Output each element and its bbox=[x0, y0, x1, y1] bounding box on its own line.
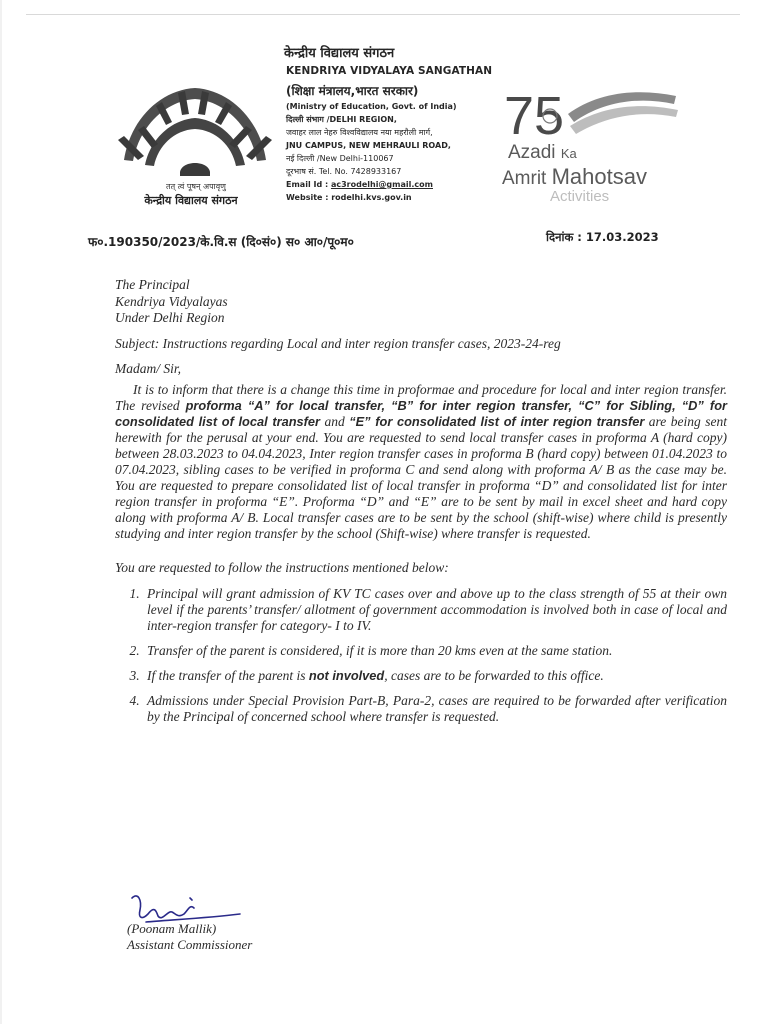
instructions-list bbox=[115, 586, 727, 725]
email-label: Email Id : bbox=[286, 180, 329, 189]
instruction-item: 1. Principal will grant admission of KV TC cases over and above up to the class strength of 55 at their own level if the parents’ transfer/ allotment of government accommodation is involved both in case of local and inter-region transfer for category- I to IV. bbox=[143, 586, 727, 634]
ministry-english: (Ministry of Education, Govt. of India) bbox=[286, 102, 457, 111]
campus-english: JNU CAMPUS, NEW MEHRAULI ROAD, bbox=[286, 141, 451, 150]
scan-edge-line bbox=[26, 14, 740, 15]
signer-block bbox=[127, 921, 252, 953]
letter-date: दिनांक : 17.03.2023 bbox=[546, 230, 659, 244]
website-line: Website : rodelhi.kvs.gov.in bbox=[286, 193, 412, 202]
campus-hindi: जवाहर लाल नेहरु विश्वविद्यालय नया महरौली मार्ग, bbox=[286, 128, 433, 137]
signer-designation: Assistant Commissioner bbox=[127, 937, 253, 952]
signer-name: (Poonam Mallik) bbox=[127, 921, 217, 936]
instructions-intro: You are requested to follow the instructions mentioned below: bbox=[115, 559, 449, 575]
email-link[interactable]: ac3rodelhi@gmail.com bbox=[330, 180, 433, 189]
ministry-hindi: (शिक्षा मंत्रालय,भारत सरकार) bbox=[286, 84, 419, 98]
amrit-mahotsav-text-line: Amrit Mahotsav bbox=[502, 164, 647, 189]
scan-edge-shadow bbox=[0, 0, 2, 1024]
salutation: Madam/ Sir, bbox=[115, 360, 182, 376]
subject-line: Subject: Instructions regarding Local and inter region transfer cases, 2023-24-reg bbox=[115, 335, 561, 351]
city-line: नई दिल्ली /New Delhi-110067 bbox=[286, 154, 394, 163]
logo-motto: तत् त्वं पूषन् अपावृणु bbox=[166, 182, 226, 191]
proforma-e-emphasis: “E” for consolidated list of inter region transfer bbox=[349, 413, 645, 429]
instruction-item: 2. Transfer of the parent is considered, if it is more than 20 kms even at the same station. bbox=[143, 643, 727, 659]
azadi-75-number: 75 bbox=[504, 86, 565, 144]
azadi-75-emblem-icon bbox=[498, 84, 688, 144]
letter-body bbox=[115, 277, 727, 734]
addressee-line: Under Delhi Region bbox=[115, 310, 225, 325]
instruction-item: 4. Admissions under Special Provision Part-B, Para-2, cases are required to be forwarded after verification by the Principal of concerned school where transfer is requested. bbox=[143, 693, 727, 725]
region-line: दिल्ली संभाग /DELHI REGION, bbox=[286, 115, 397, 124]
proforma-emphasis: proforma “A” for local transfer, “B” for inter region transfer, “C” for Sibling, “D” for consolidated list of local transfer bbox=[115, 397, 727, 429]
phone-line: दूरभाष सं. Tel. No. 7428933167 bbox=[286, 167, 402, 176]
reference-number: फ०.190350/2023/के.वि.स (दि०सं०) स० आ०/पू०म० bbox=[88, 235, 354, 249]
azadi-text-line: Azadi Ka bbox=[508, 142, 577, 163]
main-paragraph: It is to inform that there is a change this time in proformae and procedure for local and inter region transfer. The revised proforma “A” for local transfer, “B” for inter region transfer, “C” for Sibling, “D” for consolidated list of local transfer and “E” for consolidated list of inter region transfer are being sent herewith for the perusal at your end. You are requested to send local transfer cases in proforma A (hard copy) between 28.03.2023 to 04.04.2023, Inter region transfer cases in proforma B (hard copy) between 01.04.2023 to 07.04.2023, sibling cases to be verified in proforma C and send along with proforma A/ B as the case may be. You are requested to prepare consolidated list of local transfer in proforma “D” and consolidated list for inter region transfer in proforma “E”. Proforma “D” and “E” are to be sent by mail in excel sheet and hard copy along with proforma A/ B. Local transfer cases are to be sent by the school (shift-wise) where child is presently studying and inter region transfer by the school (Shift-wise) where transfer is requested. bbox=[115, 381, 728, 541]
org-name-english: KENDRIYA VIDYALAYA SANGATHAN bbox=[286, 65, 493, 77]
email-line bbox=[286, 180, 496, 190]
activities-text: Activities bbox=[550, 188, 610, 205]
org-name-hindi: केन्द्रीय विद्यालय संगठन bbox=[284, 46, 395, 61]
addressee-block bbox=[115, 277, 727, 327]
not-involved-emphasis: not involved bbox=[308, 667, 385, 683]
organisation-address-block bbox=[286, 43, 496, 203]
addressee-line: The Principal bbox=[115, 277, 190, 292]
azadi-ka-amrit-mahotsav-logo bbox=[498, 84, 688, 209]
logo-org-name-hindi: केन्द्रीय विद्यालय संगठन bbox=[144, 194, 238, 207]
addressee-line: Kendriya Vidyalayas bbox=[115, 293, 228, 309]
instruction-item: 3. If the transfer of the parent is not involved, cases are to be forwarded to this office. bbox=[143, 668, 727, 684]
